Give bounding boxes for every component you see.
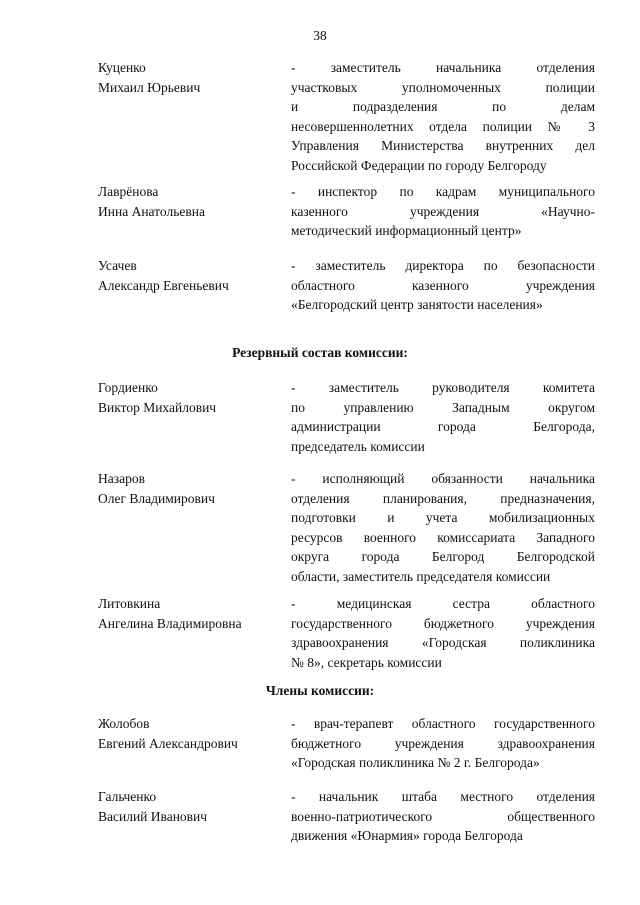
description-line: № 8», секретарь комиссии [291,654,442,670]
description-line: - инспектор по кадрам муниципального [291,184,595,199]
description-line: - начальник штаба местного отделения [291,789,595,804]
person-name [98,787,278,826]
person-name [98,58,278,97]
description-line: - врач-терапевт областного государственного [291,716,595,731]
description-line: округа города Белгород Белгородской [291,549,595,564]
description-line: ресурсов военного комиссариата Западного [291,529,595,545]
description-line: администрации города Белгорода, [291,419,595,434]
given-names: Инна Анатольевна [98,203,205,219]
description-line: подготовки и учета мобилизационных [291,510,595,525]
description-line: по управлению Западным округом [291,399,595,415]
given-names: Михаил Юрьевич [98,79,201,95]
position-description [291,594,595,672]
description-line: «Городская поликлиника № 2 г. Белгорода» [291,755,540,770]
reserve-section-title: Резервный состав комиссии: [232,345,408,360]
position-description [291,182,595,241]
position-description [291,787,595,846]
description-line: здравоохранения «Городская поликлиника [291,635,595,650]
person-name [98,469,278,508]
person-name [98,182,278,221]
position-description [291,469,595,586]
given-names: Александр Евгеньевич [98,277,229,293]
description-line: областного казенного учреждения [291,277,595,293]
person-name [98,714,278,753]
description-line: военно-патриотического общественного [291,808,595,824]
description-line: отделения планирования, предназначения, [291,490,595,506]
description-line: и подразделения по делам [291,99,595,114]
surname: Лаврёнова [98,184,159,199]
description-line: казенного учреждения «Научно- [291,203,595,219]
surname: Усачев [98,258,137,273]
given-names: Виктор Михайлович [98,399,217,415]
description-line: движения «Юнармия» города Белгорода [291,828,523,843]
description-line: области, заместитель председателя комиссии [291,568,551,584]
person-name [98,256,278,295]
surname: Куценко [98,60,146,75]
page-number: 38 [313,28,327,43]
description-line: «Белгородский центр занятости населения» [291,297,543,312]
surname: Жолобов [98,716,150,731]
position-description [291,256,595,315]
given-names: Олег Владимирович [98,490,215,506]
description-line: несовершеннолетних отдела полиции № 3 [291,118,595,134]
given-names: Евгений Александрович [98,735,238,751]
description-line: - медицинская сестра областного [291,596,595,611]
description-line: председатель комиссии [291,438,425,454]
surname: Назаров [98,471,145,486]
description-line: государственного бюджетного учреждения [291,615,595,631]
position-description [291,58,595,175]
position-description [291,378,595,456]
description-line: Управления Министерства внутренних дел [291,138,595,153]
members-section-title: Члены комиссии: [265,683,375,698]
surname: Гальченко [98,789,157,804]
description-line: - исполняющий обязанности начальника [291,471,595,486]
surname: Литовкина [98,596,161,611]
surname: Гордиенко [98,380,158,395]
given-names: Василий Иванович [98,808,208,824]
description-line: методический информационный центр» [291,223,522,238]
description-line: - заместитель руководителя комитета [291,380,595,395]
person-name [98,378,278,417]
description-line: участковых уполномоченных полиции [291,79,595,95]
given-names: Ангелина Владимировна [98,615,242,631]
description-line: бюджетного учреждения здравоохранения [291,735,595,751]
description-line: Российской Федерации по городу Белгороду [291,157,547,173]
description-line: - заместитель начальника отделения [291,60,595,75]
position-description [291,714,595,773]
description-line: - заместитель директора по безопасности [291,258,595,273]
person-name [98,594,278,633]
